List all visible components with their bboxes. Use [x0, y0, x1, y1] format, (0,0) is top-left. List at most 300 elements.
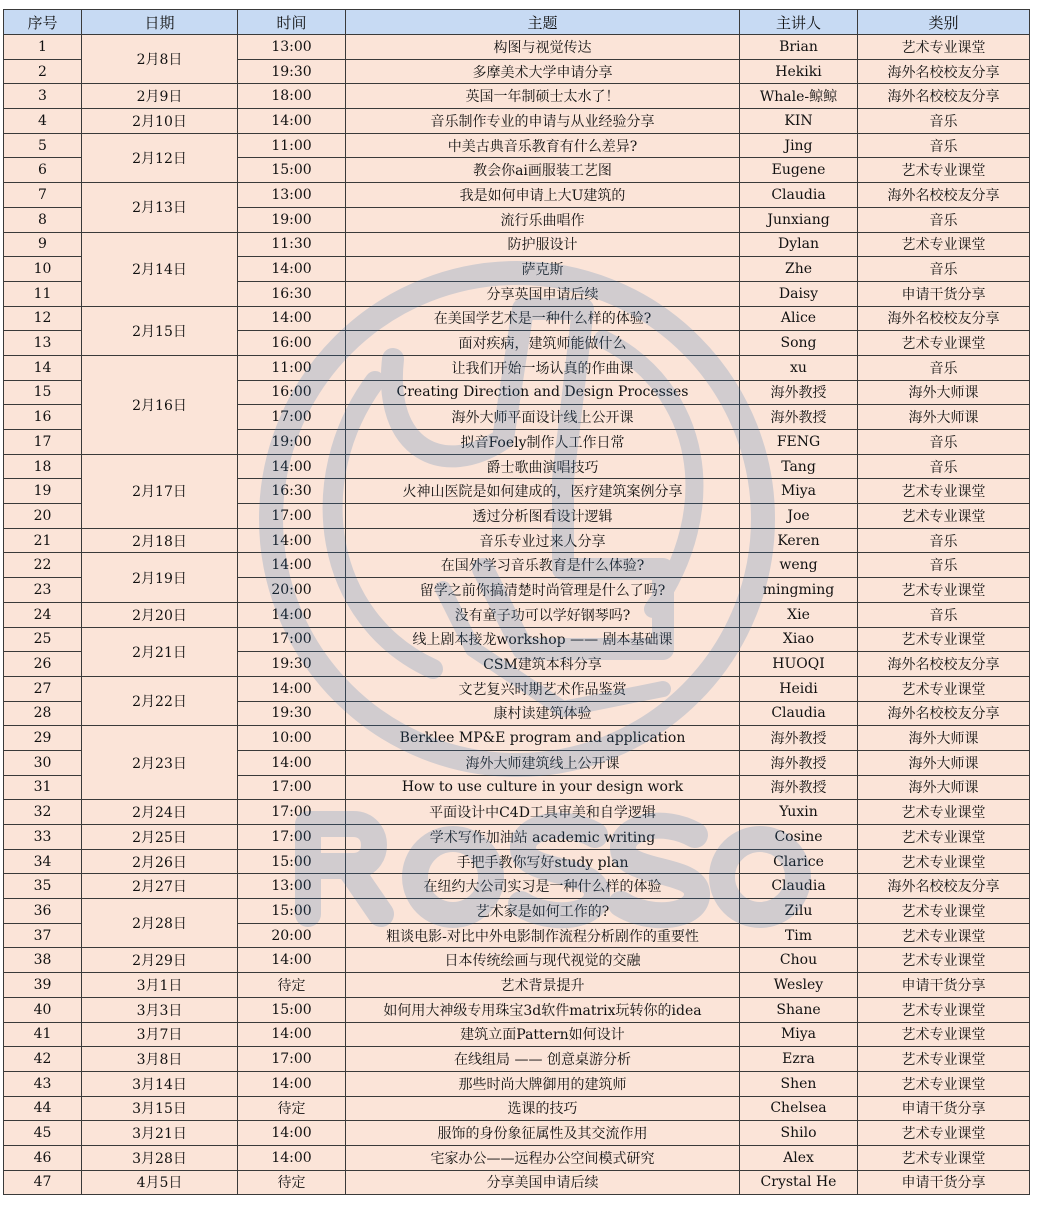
speaker-cell: Xie	[740, 602, 858, 627]
category-cell: 海外大师课	[858, 750, 1030, 775]
row-index: 40	[4, 997, 82, 1022]
row-index: 45	[4, 1121, 82, 1146]
table-row	[4, 800, 1030, 825]
row-index: 41	[4, 1022, 82, 1047]
row-index: 8	[4, 207, 82, 232]
row-index: 25	[4, 627, 82, 652]
topic-cell: 选课的技巧	[346, 1096, 740, 1121]
topic-cell: 在美国学艺术是一种什么样的体验?	[346, 306, 740, 331]
category-cell: 艺术专业课堂	[858, 578, 1030, 603]
speaker-cell: Jing	[740, 133, 858, 158]
time-cell: 15:00	[238, 899, 346, 924]
speaker-cell: HUOQI	[740, 652, 858, 677]
schedule-body	[4, 35, 1030, 1195]
topic-cell: 学术写作加油站 academic writing	[346, 825, 740, 850]
row-index: 42	[4, 1047, 82, 1072]
category-cell: 音乐	[858, 355, 1030, 380]
topic-cell: 宅家办公——远程办公空间模式研究	[346, 1145, 740, 1170]
row-index: 32	[4, 800, 82, 825]
category-cell: 申请干货分享	[858, 1170, 1030, 1195]
time-cell: 19:30	[238, 652, 346, 677]
speaker-cell: Joe	[740, 504, 858, 529]
category-cell: 艺术专业课堂	[858, 1047, 1030, 1072]
category-cell: 艺术专业课堂	[858, 1145, 1030, 1170]
table-row	[4, 553, 1030, 578]
speaker-cell: Crystal He	[740, 1170, 858, 1195]
time-cell: 19:30	[238, 59, 346, 84]
date-cell: 3月1日	[82, 973, 238, 998]
row-index: 47	[4, 1170, 82, 1195]
speaker-cell: FENG	[740, 430, 858, 455]
row-index: 1	[4, 35, 82, 60]
time-cell: 20:00	[238, 923, 346, 948]
category-cell: 音乐	[858, 602, 1030, 627]
row-index: 30	[4, 750, 82, 775]
topic-cell: 没有童子功可以学好钢琴吗?	[346, 602, 740, 627]
row-index: 38	[4, 948, 82, 973]
time-cell: 16:00	[238, 331, 346, 356]
time-cell: 18:00	[238, 84, 346, 109]
speaker-cell: Shen	[740, 1071, 858, 1096]
speaker-cell: Clarice	[740, 849, 858, 874]
topic-cell: 建筑立面Pattern如何设计	[346, 1022, 740, 1047]
time-cell: 14:00	[238, 948, 346, 973]
category-cell: 音乐	[858, 553, 1030, 578]
speaker-cell: Brian	[740, 35, 858, 60]
topic-cell: 透过分析图看设计逻辑	[346, 504, 740, 529]
row-index: 14	[4, 355, 82, 380]
table-row	[4, 306, 1030, 331]
time-cell: 15:00	[238, 849, 346, 874]
speaker-cell: 海外教授	[740, 775, 858, 800]
date-cell: 3月3日	[82, 997, 238, 1022]
topic-cell: 服饰的身份象征属性及其交流作用	[346, 1121, 740, 1146]
row-index: 17	[4, 430, 82, 455]
header-time: 时间	[238, 10, 346, 35]
table-row	[4, 627, 1030, 652]
topic-cell: 粗谈电影-对比中外电影制作流程分析剧作的重要性	[346, 923, 740, 948]
topic-cell: 日本传统绘画与现代视觉的交融	[346, 948, 740, 973]
topic-cell: Berklee MP&E program and application	[346, 726, 740, 751]
topic-cell: 音乐制作专业的申请与从业经验分享	[346, 109, 740, 134]
category-cell: 音乐	[858, 257, 1030, 282]
row-index: 26	[4, 652, 82, 677]
topic-cell: 海外大师建筑线上公开课	[346, 750, 740, 775]
time-cell: 14:00	[238, 750, 346, 775]
topic-cell: 爵士歌曲演唱技巧	[346, 454, 740, 479]
category-cell: 音乐	[858, 430, 1030, 455]
speaker-cell: Keren	[740, 528, 858, 553]
category-cell: 艺术专业课堂	[858, 479, 1030, 504]
speaker-cell: Chou	[740, 948, 858, 973]
date-cell: 2月14日	[82, 232, 238, 306]
time-cell: 10:00	[238, 726, 346, 751]
schedule-table	[3, 9, 1030, 1195]
time-cell: 14:00	[238, 1145, 346, 1170]
topic-cell: 教会你ai画服装工艺图	[346, 158, 740, 183]
speaker-cell: Xiao	[740, 627, 858, 652]
topic-cell: 艺术背景提升	[346, 973, 740, 998]
topic-cell: 英国一年制硕士太水了！	[346, 84, 740, 109]
time-cell: 待定	[238, 973, 346, 998]
category-cell: 申请干货分享	[858, 973, 1030, 998]
topic-cell: 在国外学习音乐教育是什么体验?	[346, 553, 740, 578]
row-index: 15	[4, 380, 82, 405]
date-cell: 3月15日	[82, 1096, 238, 1121]
row-index: 7	[4, 183, 82, 208]
header-row	[4, 10, 1030, 35]
topic-cell: 防护服设计	[346, 232, 740, 257]
table-row	[4, 849, 1030, 874]
time-cell: 14:00	[238, 602, 346, 627]
date-cell: 2月24日	[82, 800, 238, 825]
schedule-sheet	[3, 9, 1030, 1195]
row-index: 43	[4, 1071, 82, 1096]
category-cell: 海外大师课	[858, 726, 1030, 751]
topic-cell: 我是如何申请上大U建筑的	[346, 183, 740, 208]
table-row	[4, 948, 1030, 973]
speaker-cell: Zilu	[740, 899, 858, 924]
category-cell: 音乐	[858, 109, 1030, 134]
topic-cell: 留学之前你搞清楚时尚管理是什么了吗?	[346, 578, 740, 603]
table-row	[4, 825, 1030, 850]
row-index: 29	[4, 726, 82, 751]
row-index: 31	[4, 775, 82, 800]
topic-cell: 平面设计中C4D工具审美和自学逻辑	[346, 800, 740, 825]
date-cell: 3月21日	[82, 1121, 238, 1146]
speaker-cell: Alice	[740, 306, 858, 331]
speaker-cell: Shane	[740, 997, 858, 1022]
date-cell: 2月20日	[82, 602, 238, 627]
table-row	[4, 1047, 1030, 1072]
date-cell: 3月28日	[82, 1145, 238, 1170]
row-index: 12	[4, 306, 82, 331]
category-cell: 艺术专业课堂	[858, 627, 1030, 652]
time-cell: 17:00	[238, 775, 346, 800]
row-index: 4	[4, 109, 82, 134]
category-cell: 艺术专业课堂	[858, 1022, 1030, 1047]
date-cell: 2月16日	[82, 355, 238, 454]
table-row	[4, 84, 1030, 109]
topic-cell: 火神山医院是如何建成的，医疗建筑案例分享	[346, 479, 740, 504]
time-cell: 16:00	[238, 380, 346, 405]
speaker-cell: Chelsea	[740, 1096, 858, 1121]
topic-cell: 线上剧本接龙workshop —— 剧本基础课	[346, 627, 740, 652]
speaker-cell: xu	[740, 355, 858, 380]
time-cell: 11:00	[238, 133, 346, 158]
header-speaker: 主讲人	[740, 10, 858, 35]
category-cell: 艺术专业课堂	[858, 1071, 1030, 1096]
date-cell: 2月26日	[82, 849, 238, 874]
speaker-cell: Alex	[740, 1145, 858, 1170]
table-row	[4, 1145, 1030, 1170]
row-index: 28	[4, 701, 82, 726]
date-cell: 2月12日	[82, 133, 238, 182]
speaker-cell: Hekiki	[740, 59, 858, 84]
time-cell: 17:00	[238, 800, 346, 825]
category-cell: 艺术专业课堂	[858, 35, 1030, 60]
time-cell: 13:00	[238, 874, 346, 899]
date-cell: 2月10日	[82, 109, 238, 134]
time-cell: 14:00	[238, 1022, 346, 1047]
speaker-cell: Whale-鲸鲸	[740, 84, 858, 109]
speaker-cell: Eugene	[740, 158, 858, 183]
speaker-cell: mingming	[740, 578, 858, 603]
speaker-cell: Wesley	[740, 973, 858, 998]
topic-cell: 如何用大神级专用珠宝3d软件matrix玩转你的idea	[346, 997, 740, 1022]
category-cell: 艺术专业课堂	[858, 504, 1030, 529]
category-cell: 音乐	[858, 528, 1030, 553]
category-cell: 艺术专业课堂	[858, 849, 1030, 874]
topic-cell: 艺术家是如何工作的?	[346, 899, 740, 924]
speaker-cell: 海外教授	[740, 750, 858, 775]
table-row	[4, 602, 1030, 627]
speaker-cell: Claudia	[740, 874, 858, 899]
row-index: 2	[4, 59, 82, 84]
time-cell: 17:00	[238, 405, 346, 430]
speaker-cell: Miya	[740, 1022, 858, 1047]
category-cell: 海外名校校友分享	[858, 874, 1030, 899]
time-cell: 15:00	[238, 158, 346, 183]
table-row	[4, 183, 1030, 208]
date-cell: 2月22日	[82, 676, 238, 725]
category-cell: 艺术专业课堂	[858, 232, 1030, 257]
category-cell: 艺术专业课堂	[858, 825, 1030, 850]
row-index: 23	[4, 578, 82, 603]
time-cell: 17:00	[238, 1047, 346, 1072]
row-index: 19	[4, 479, 82, 504]
speaker-cell: Dylan	[740, 232, 858, 257]
date-cell: 2月29日	[82, 948, 238, 973]
category-cell: 艺术专业课堂	[858, 800, 1030, 825]
table-row	[4, 1121, 1030, 1146]
speaker-cell: Shilo	[740, 1121, 858, 1146]
row-index: 22	[4, 553, 82, 578]
table-row	[4, 355, 1030, 380]
row-index: 33	[4, 825, 82, 850]
row-index: 46	[4, 1145, 82, 1170]
topic-cell: 分享美国申请后续	[346, 1170, 740, 1195]
table-row	[4, 874, 1030, 899]
category-cell: 音乐	[858, 207, 1030, 232]
speaker-cell: Junxiang	[740, 207, 858, 232]
row-index: 10	[4, 257, 82, 282]
speaker-cell: weng	[740, 553, 858, 578]
row-index: 24	[4, 602, 82, 627]
category-cell: 申请干货分享	[858, 1096, 1030, 1121]
topic-cell: 萨克斯	[346, 257, 740, 282]
category-cell: 艺术专业课堂	[858, 923, 1030, 948]
category-cell: 海外名校校友分享	[858, 84, 1030, 109]
time-cell: 待定	[238, 1096, 346, 1121]
date-cell: 3月7日	[82, 1022, 238, 1047]
time-cell: 14:00	[238, 257, 346, 282]
category-cell: 海外名校校友分享	[858, 652, 1030, 677]
row-index: 44	[4, 1096, 82, 1121]
category-cell: 音乐	[858, 454, 1030, 479]
table-row	[4, 973, 1030, 998]
category-cell: 音乐	[858, 133, 1030, 158]
table-row	[4, 997, 1030, 1022]
date-cell: 2月9日	[82, 84, 238, 109]
topic-cell: 音乐专业过来人分享	[346, 528, 740, 553]
topic-cell: 文艺复兴时期艺术作品鉴赏	[346, 676, 740, 701]
row-index: 16	[4, 405, 82, 430]
time-cell: 17:00	[238, 504, 346, 529]
category-cell: 海外大师课	[858, 380, 1030, 405]
date-cell: 2月25日	[82, 825, 238, 850]
header-category: 类别	[858, 10, 1030, 35]
time-cell: 待定	[238, 1170, 346, 1195]
category-cell: 艺术专业课堂	[858, 948, 1030, 973]
table-row	[4, 232, 1030, 257]
date-cell: 2月23日	[82, 726, 238, 800]
topic-cell: 拟音Foely制作人工作日常	[346, 430, 740, 455]
date-cell: 2月21日	[82, 627, 238, 676]
topic-cell: 康村读建筑体验	[346, 701, 740, 726]
time-cell: 13:00	[238, 183, 346, 208]
table-row	[4, 133, 1030, 158]
speaker-cell: Claudia	[740, 701, 858, 726]
table-row	[4, 35, 1030, 60]
time-cell: 14:00	[238, 553, 346, 578]
speaker-cell: 海外教授	[740, 380, 858, 405]
topic-cell: 流行乐曲唱作	[346, 207, 740, 232]
table-row	[4, 1022, 1030, 1047]
row-index: 34	[4, 849, 82, 874]
table-row	[4, 899, 1030, 924]
row-index: 9	[4, 232, 82, 257]
table-row	[4, 676, 1030, 701]
row-index: 18	[4, 454, 82, 479]
time-cell: 19:00	[238, 207, 346, 232]
speaker-cell: Tim	[740, 923, 858, 948]
table-row	[4, 528, 1030, 553]
header-date: 日期	[82, 10, 238, 35]
speaker-cell: 海外教授	[740, 405, 858, 430]
row-index: 36	[4, 899, 82, 924]
date-cell: 4月5日	[82, 1170, 238, 1195]
topic-cell: How to use culture in your design work	[346, 775, 740, 800]
time-cell: 14:00	[238, 528, 346, 553]
category-cell: 海外名校校友分享	[858, 183, 1030, 208]
topic-cell: CSM建筑本科分享	[346, 652, 740, 677]
date-cell: 2月15日	[82, 306, 238, 355]
speaker-cell: 海外教授	[740, 726, 858, 751]
category-cell: 艺术专业课堂	[858, 158, 1030, 183]
topic-cell: 中美古典音乐教育有什么差异?	[346, 133, 740, 158]
row-index: 5	[4, 133, 82, 158]
time-cell: 14:00	[238, 1071, 346, 1096]
row-index: 13	[4, 331, 82, 356]
topic-cell: 在纽约大公司实习是一种什么样的体验	[346, 874, 740, 899]
topic-cell: 构图与视觉传达	[346, 35, 740, 60]
category-cell: 艺术专业课堂	[858, 1121, 1030, 1146]
speaker-cell: KIN	[740, 109, 858, 134]
row-index: 3	[4, 84, 82, 109]
time-cell: 19:30	[238, 701, 346, 726]
time-cell: 14:00	[238, 454, 346, 479]
topic-cell: 让我们开始一场认真的作曲课	[346, 355, 740, 380]
time-cell: 14:00	[238, 1121, 346, 1146]
time-cell: 11:30	[238, 232, 346, 257]
date-cell: 3月8日	[82, 1047, 238, 1072]
row-index: 27	[4, 676, 82, 701]
time-cell: 11:00	[238, 355, 346, 380]
topic-cell: 那些时尚大牌御用的建筑师	[346, 1071, 740, 1096]
topic-cell: Creating Direction and Design Processes	[346, 380, 740, 405]
row-index: 39	[4, 973, 82, 998]
speaker-cell: Cosine	[740, 825, 858, 850]
time-cell: 20:00	[238, 578, 346, 603]
speaker-cell: Yuxin	[740, 800, 858, 825]
row-index: 35	[4, 874, 82, 899]
time-cell: 14:00	[238, 306, 346, 331]
category-cell: 申请干货分享	[858, 281, 1030, 306]
speaker-cell: Heidi	[740, 676, 858, 701]
date-cell: 3月14日	[82, 1071, 238, 1096]
time-cell: 17:00	[238, 627, 346, 652]
table-row	[4, 109, 1030, 134]
time-cell: 14:00	[238, 676, 346, 701]
table-row	[4, 1096, 1030, 1121]
header-topic: 主题	[346, 10, 740, 35]
date-cell: 2月8日	[82, 35, 238, 84]
speaker-cell: Tang	[740, 454, 858, 479]
time-cell: 15:00	[238, 997, 346, 1022]
category-cell: 海外名校校友分享	[858, 701, 1030, 726]
speaker-cell: Zhe	[740, 257, 858, 282]
date-cell: 2月19日	[82, 553, 238, 602]
row-index: 21	[4, 528, 82, 553]
speaker-cell: Daisy	[740, 281, 858, 306]
category-cell: 海外大师课	[858, 405, 1030, 430]
topic-cell: 分享英国申请后续	[346, 281, 740, 306]
category-cell: 艺术专业课堂	[858, 997, 1030, 1022]
speaker-cell: Miya	[740, 479, 858, 504]
speaker-cell: Claudia	[740, 183, 858, 208]
date-cell: 2月18日	[82, 528, 238, 553]
row-index: 20	[4, 504, 82, 529]
date-cell: 2月28日	[82, 899, 238, 948]
category-cell: 海外名校校友分享	[858, 59, 1030, 84]
speaker-cell: Song	[740, 331, 858, 356]
category-cell: 艺术专业课堂	[858, 331, 1030, 356]
table-row	[4, 726, 1030, 751]
row-index: 37	[4, 923, 82, 948]
header-index: 序号	[4, 10, 82, 35]
time-cell: 14:00	[238, 109, 346, 134]
topic-cell: 面对疾病，建筑师能做什么	[346, 331, 740, 356]
topic-cell: 手把手教你写好study plan	[346, 849, 740, 874]
category-cell: 海外名校校友分享	[858, 306, 1030, 331]
row-index: 6	[4, 158, 82, 183]
category-cell: 艺术专业课堂	[858, 899, 1030, 924]
date-cell: 2月27日	[82, 874, 238, 899]
topic-cell: 海外大师平面设计线上公开课	[346, 405, 740, 430]
category-cell: 海外大师课	[858, 775, 1030, 800]
time-cell: 16:30	[238, 281, 346, 306]
topic-cell: 在线组局 —— 创意桌游分析	[346, 1047, 740, 1072]
topic-cell: 多摩美术大学申请分享	[346, 59, 740, 84]
table-row	[4, 1170, 1030, 1195]
table-row	[4, 1071, 1030, 1096]
table-row	[4, 454, 1030, 479]
row-index: 11	[4, 281, 82, 306]
date-cell: 2月13日	[82, 183, 238, 232]
date-cell: 2月17日	[82, 454, 238, 528]
time-cell: 17:00	[238, 825, 346, 850]
